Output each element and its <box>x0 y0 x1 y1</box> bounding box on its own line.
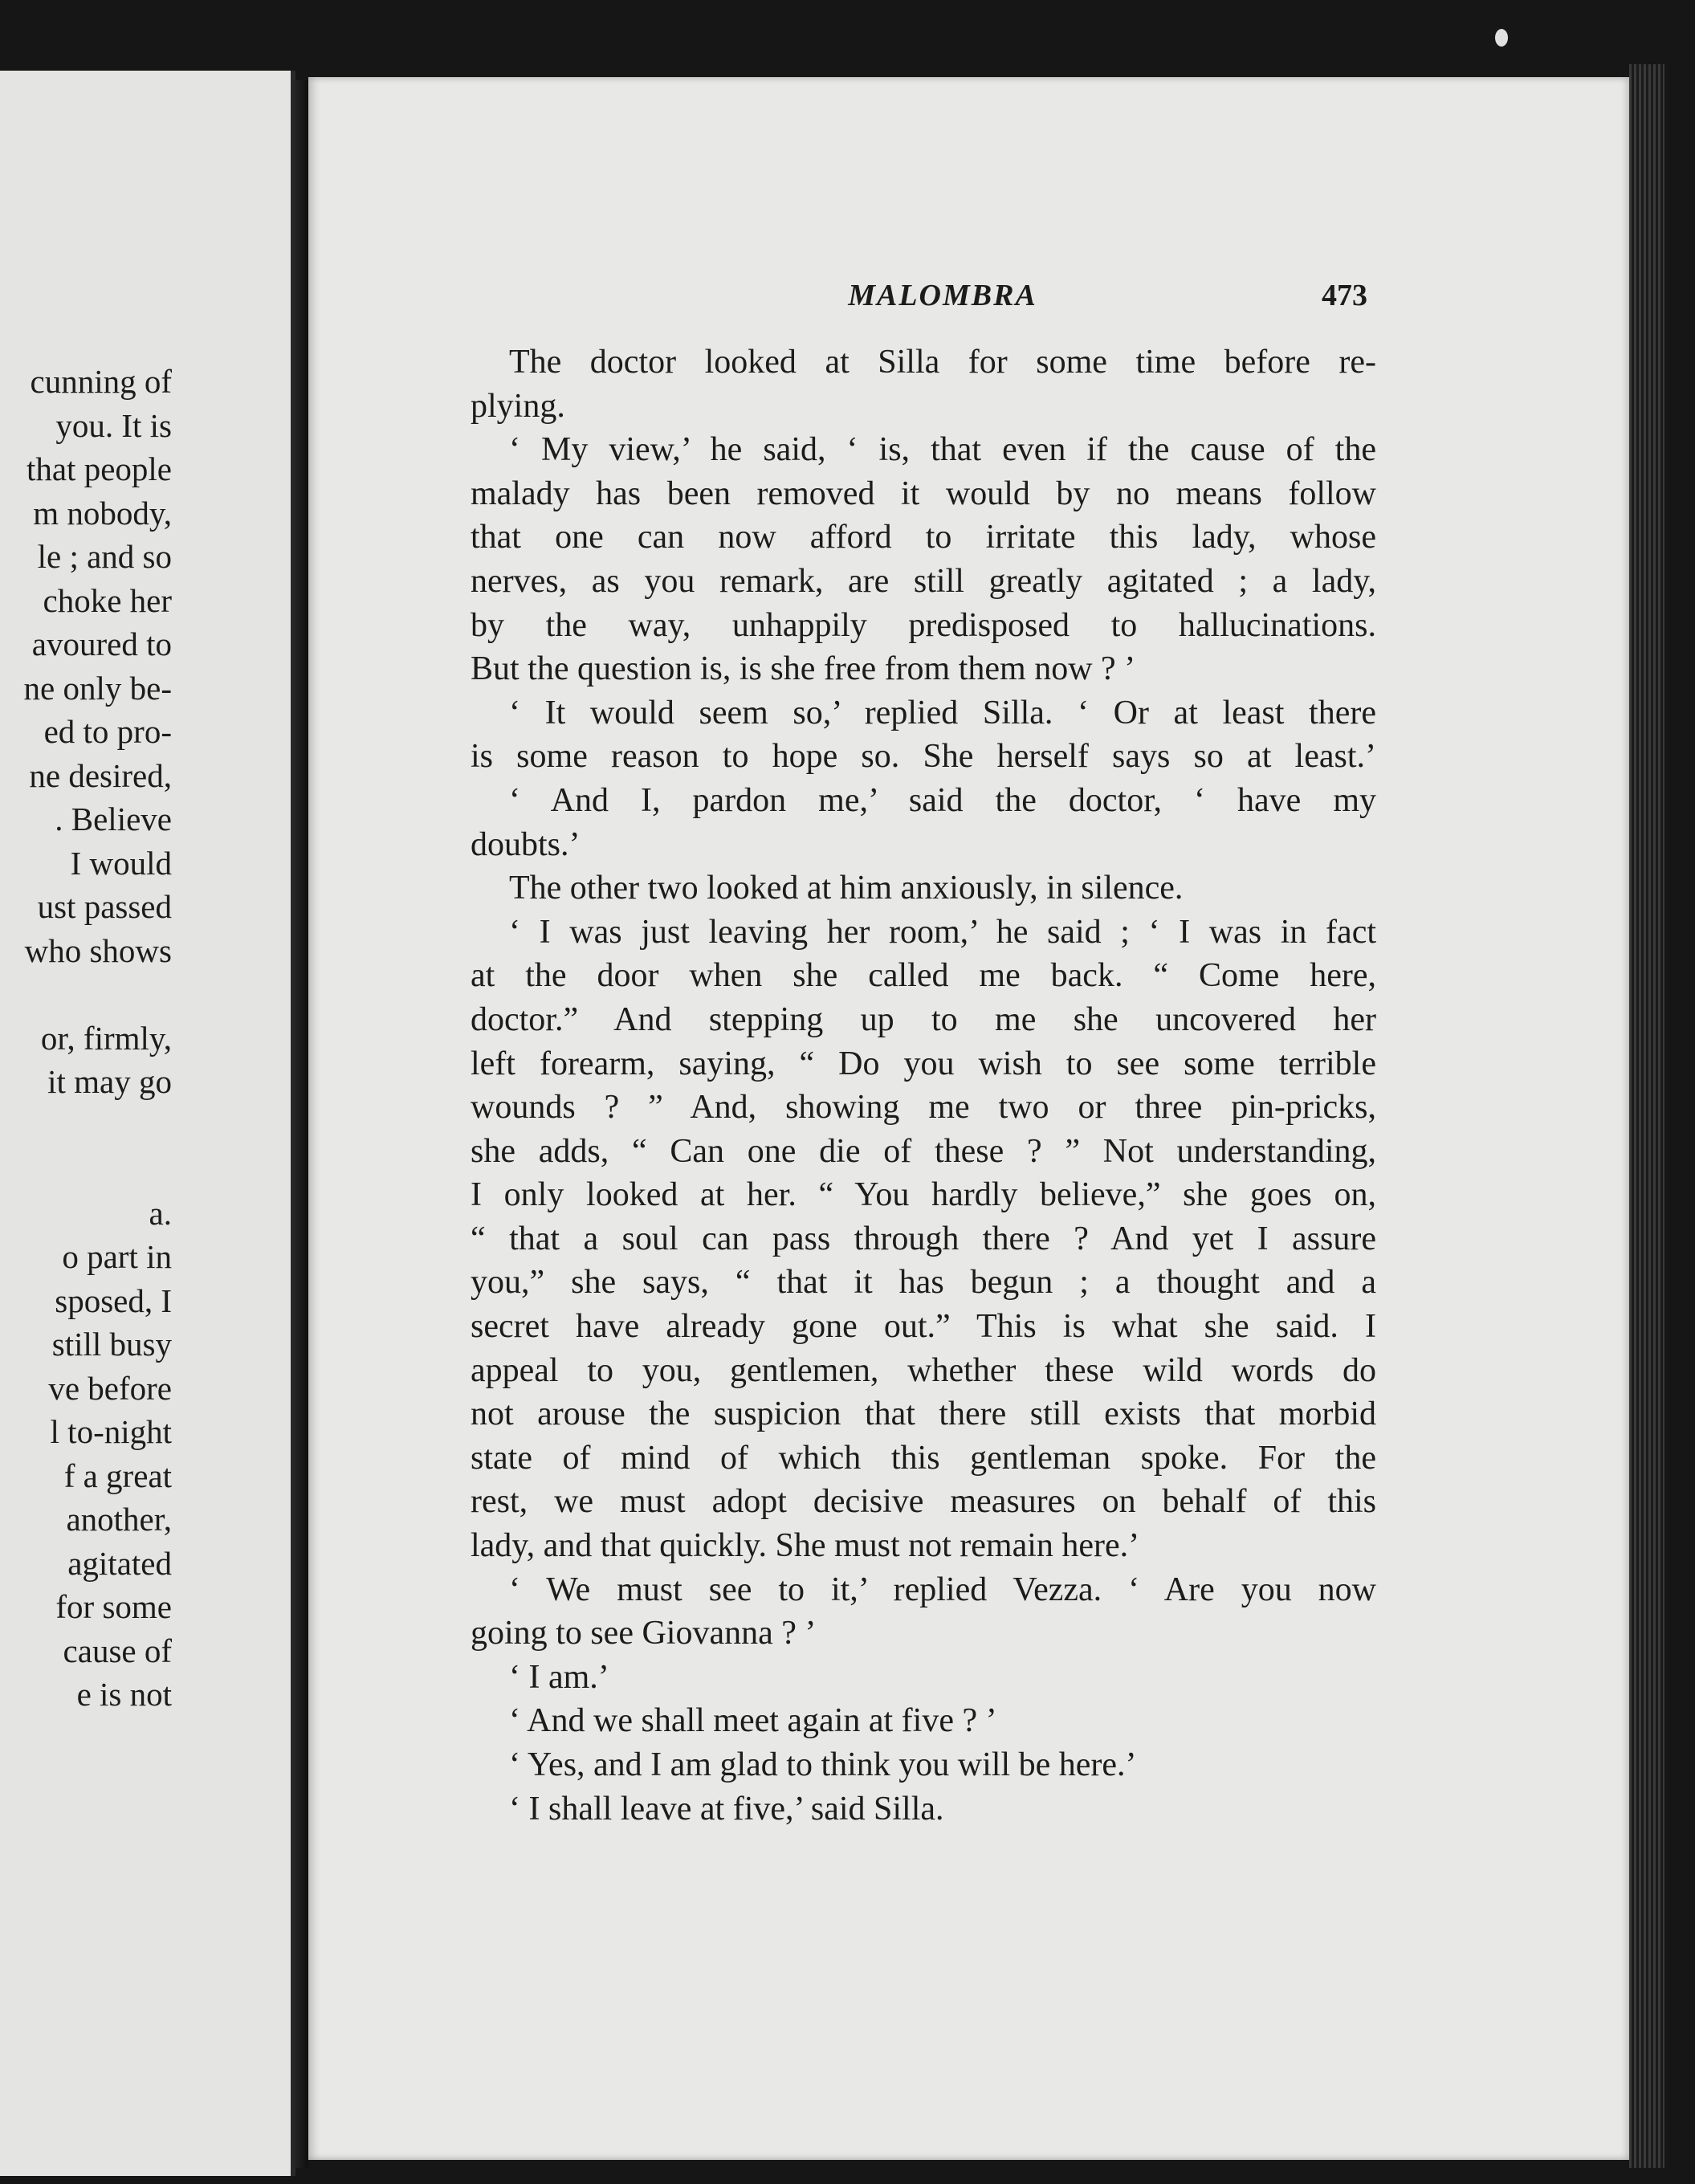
text-line: ‘ I am.’ <box>509 1658 609 1696</box>
text-line: plying. <box>471 387 565 425</box>
partial-text-line: ne only be- <box>23 669 172 707</box>
partial-text-line: another, <box>66 1501 172 1538</box>
partial-text-line: it may go <box>47 1063 172 1100</box>
partial-text-line: . Believe <box>55 801 172 837</box>
partial-text-line: m nobody, <box>33 494 172 532</box>
text-line: nerves, as you remark, are still greatly agitated ; a lady, <box>471 562 1376 600</box>
text-line: I only looked at her. “ You hardly believe,” she goes on, <box>471 1176 1376 1214</box>
text-line: ‘ And I, pardon me,’ said the doctor, ‘ have my <box>509 781 1376 819</box>
text-line: not arouse the suspicion that there still exists that morbid <box>471 1396 1376 1433</box>
partial-text-line: agitated <box>67 1544 172 1582</box>
text-line: wounds ? ” And, showing me two or three pin-pricks, <box>471 1089 1376 1127</box>
partial-text-line: I would <box>70 844 172 882</box>
text-line: The other two looked at him anxiously, in silence. <box>509 870 1184 907</box>
book-gutter <box>291 80 308 2168</box>
partial-text-line: who shows <box>24 931 172 969</box>
partial-text-line: ust passed <box>37 888 172 925</box>
text-line: state of mind of which this gentleman spoke. For the <box>471 1439 1376 1477</box>
partial-text-line: a. <box>149 1194 172 1232</box>
previous-page-text <box>0 360 172 1717</box>
text-line: lady, and that quickly. She must not remain here.’ <box>471 1527 1140 1565</box>
text-line: ‘ Yes, and I am glad to think you will be here.’ <box>509 1746 1137 1783</box>
text-line: she adds, “ Can one die of these ? ” Not understanding, <box>471 1132 1376 1170</box>
partial-text-line: or, firmly, <box>40 1019 172 1057</box>
text-line: going to see Giovanna ? ’ <box>471 1615 817 1652</box>
text-line: ‘ We must see to it,’ replied Vezza. ‘ Are you now <box>509 1571 1376 1608</box>
text-line: ‘ My view,’ he said, ‘ is, that even if the cause of the <box>509 431 1376 469</box>
partial-text-line: cause of <box>63 1632 172 1669</box>
partial-text-line: ve before <box>48 1369 172 1407</box>
text-line: appeal to you, gentlemen, whether these wild words do <box>471 1351 1376 1389</box>
partial-text-line: f a great <box>63 1457 172 1494</box>
partial-text-line: that people <box>26 450 172 487</box>
text-line: ‘ I shall leave at five,’ said Silla. <box>509 1790 944 1827</box>
text-line: secret have already gone out.” This is what she said. I <box>471 1308 1376 1346</box>
text-line: is some reason to hope so. She herself says so at least.’ <box>471 738 1376 776</box>
running-head <box>308 278 1629 326</box>
partial-text-line <box>0 1147 172 1192</box>
partial-text-line: cunning of <box>30 363 172 400</box>
page-edges <box>1629 64 1664 2168</box>
text-line: that one can now afford to irritate this lady, whose <box>471 519 1376 556</box>
text-line: at the door when she called me back. “ Come here, <box>471 957 1376 995</box>
text-line: The doctor looked at Silla for some time before re- <box>509 344 1376 381</box>
text-line: malady has been removed it would by no means follow <box>471 475 1376 512</box>
partial-text-line: choke her <box>43 581 172 619</box>
partial-text-line: e is not <box>76 1676 172 1713</box>
partial-text-line: avoured to <box>31 625 172 662</box>
partial-text-line: you. It is <box>55 406 172 444</box>
text-line: ‘ And we shall meet again at five ? ’ <box>509 1702 997 1740</box>
text-line: doubts.’ <box>471 825 581 863</box>
text-line: doctor.” And stepping up to me she uncovered her <box>471 1000 1376 1038</box>
partial-text-line: still busy <box>51 1326 172 1363</box>
previous-page <box>0 71 295 2176</box>
partial-text-line: l to-night <box>50 1413 172 1450</box>
text-line: “ that a soul can pass through there ? And yet I assure <box>471 1220 1376 1257</box>
partial-text-line: o part in <box>62 1238 172 1275</box>
partial-text-line <box>0 972 172 1017</box>
partial-text-line <box>0 1104 172 1148</box>
page-body-text <box>471 340 1376 1831</box>
current-page <box>308 77 1629 2160</box>
text-line: left forearm, saying, “ Do you wish to see some terrible <box>471 1045 1376 1082</box>
partial-text-line: sposed, I <box>55 1281 172 1319</box>
text-line: you,” she says, “ that it has begun ; a thought and a <box>471 1264 1376 1302</box>
text-line: by the way, unhappily predisposed to hallucinations. <box>471 606 1376 644</box>
partial-text-line: le ; and so <box>37 538 172 575</box>
text-line: ‘ It would seem so,’ replied Silla. ‘ Or at least there <box>509 694 1376 731</box>
partial-text-line: ne desired, <box>29 756 172 794</box>
partial-text-line: ed to pro- <box>43 713 172 750</box>
scan-speck <box>1495 29 1508 47</box>
text-line: rest, we must adopt decisive measures on behalf of this <box>471 1483 1376 1521</box>
running-title: MALOMBRA <box>848 279 1037 312</box>
partial-text-line: for some <box>55 1588 172 1625</box>
page-number: 473 <box>1322 279 1367 312</box>
text-line: But the question is, is she free from them now ? ’ <box>471 650 1136 688</box>
text-line: ‘ I was just leaving her room,’ he said ; ‘ I was in fact <box>509 913 1376 951</box>
